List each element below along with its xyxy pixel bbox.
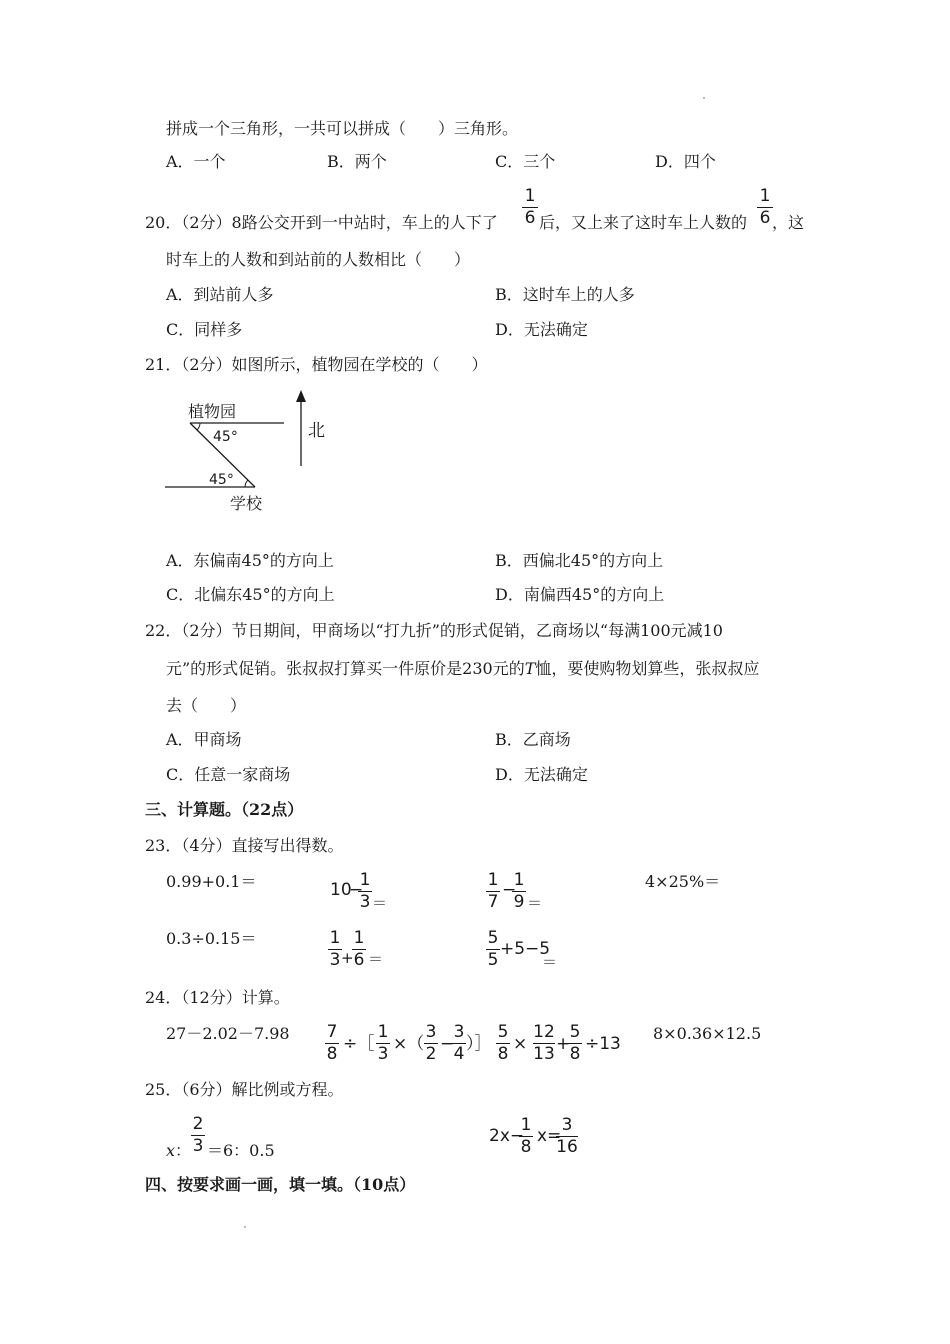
top-angle-label: 45°: [213, 429, 238, 445]
bottom-angle-label: 45°: [209, 472, 234, 488]
q20-stem-part1: 20．（2分）8路公交开到一中站时，车上的人下了: [145, 213, 498, 232]
q25-equation-fraction-2: 3 16: [556, 1115, 578, 1157]
q25-proportion-fraction: 2 3: [192, 1114, 204, 1156]
north-label: 北: [308, 421, 325, 441]
q20-option-a: A．到站前人多: [166, 285, 274, 304]
q25-equation-fraction-1: 1 8: [520, 1115, 532, 1157]
q24-expr-3-fraction-2: 12 13: [533, 1022, 555, 1064]
q20-fraction-1: 1 6: [522, 188, 538, 227]
q23-expr-7-equals: ＝: [542, 953, 558, 971]
q20-stem-part2: 后，又上来了这时车上人数的: [539, 213, 748, 232]
q22-option-a: A．甲商场: [166, 730, 242, 749]
scan-speck: [244, 1226, 246, 1228]
q21-direction-figure: [160, 388, 340, 518]
section-3-heading: 三、计算题。（22点）: [145, 800, 304, 819]
q20-stem-line2: 时车上的人数和到站前的人数相比（ ）: [166, 250, 471, 269]
q23-expr-6-op: +: [341, 949, 354, 967]
q23-expr-2-equals: ＝: [372, 894, 388, 912]
q20-option-c: C．同样多: [166, 320, 243, 339]
q19-continuation: 拼成一个三角形，一共可以拼成（ ）三角形。: [166, 119, 519, 138]
bottom-angle-arc: [245, 480, 248, 487]
q22-stem-line2: 元”的形式促销。张叔叔打算买一件原价是230元的T恤，要使购物划算些，张叔叔应: [166, 659, 760, 678]
q23-expr-6-fraction-2: 1 6: [353, 928, 365, 970]
q23-expr-3-equals: ＝: [527, 894, 543, 912]
q23-expr-7-fraction: 5 5: [487, 928, 499, 970]
q23-expr-6-equals: ＝: [368, 950, 384, 968]
q24-expr-1: 27－2.02－7.98: [166, 1024, 290, 1043]
q23-expr-3-fraction-2: 1 9: [513, 870, 525, 912]
q24-expr-3-fraction-3: 5 8: [569, 1022, 581, 1064]
q25-stem: 25．（6分）解比例或方程。: [145, 1080, 344, 1099]
q23-expr-1: 0.99+0.1＝: [166, 872, 257, 891]
q22-option-d: D．无法确定: [495, 765, 588, 784]
q21-option-b: B．西偏北45°的方向上: [495, 551, 664, 570]
section-4-heading: 四、按要求画一画，填一填。（10点）: [145, 1175, 416, 1194]
q23-expr-7-rest: +5−5: [500, 939, 551, 959]
q23-expr-2-fraction: 1 3: [359, 870, 371, 912]
q21-stem: 21．（2分）如图所示，植物园在学校的（ ）: [145, 355, 488, 374]
q24-expr-3-divide: ÷13: [585, 1034, 621, 1054]
q24-expr-4: 8×0.36×12.5: [653, 1024, 762, 1043]
north-arrow-head: [296, 390, 306, 402]
school-label: 学校: [230, 494, 263, 513]
q24-expr-2-minus: −: [440, 1034, 455, 1054]
q23-expr-2-op: −: [349, 880, 364, 900]
q24-expr-2-fraction-1: 7 8: [326, 1022, 338, 1064]
q23-expr-6-fraction-1: 1 3: [329, 928, 341, 970]
q24-expr-2-multiply: ×（: [393, 1034, 425, 1054]
q21-option-d: D．南偏西45°的方向上: [495, 585, 665, 604]
q22-option-c: C．任意一家商场: [166, 765, 291, 784]
q24-expr-2-divide: ÷［: [343, 1034, 375, 1054]
q23-expr-5: 0.3÷0.15＝: [166, 929, 257, 948]
q21-option-a: A．东偏南45°的方向上: [166, 551, 334, 570]
q25-proportion: x：: [166, 1141, 192, 1160]
q20-fraction-2: 1 6: [757, 188, 773, 227]
q23-expr-2-int: 10: [330, 880, 352, 900]
q20-stem-part3: ，这: [772, 213, 805, 232]
q22-stem-line3: 去（ ）: [166, 696, 247, 715]
q19-option-d: D．四个: [655, 152, 716, 171]
q20-option-d: D．无法确定: [495, 320, 588, 339]
q24-expr-2-fraction-4: 3 4: [453, 1022, 465, 1064]
q19-option-b: B．两个: [327, 152, 387, 171]
q24-expr-3-fraction-1: 5 8: [497, 1022, 509, 1064]
q19-option-a: A．一个: [166, 152, 226, 171]
q23-expr-3-op: −: [502, 880, 517, 900]
q25-equation-part2: x=: [537, 1126, 562, 1146]
garden-label: 植物园: [188, 402, 237, 421]
q25-proportion-rest: ＝6：0.5: [207, 1141, 275, 1160]
q21-option-c: C．北偏东45°的方向上: [166, 585, 335, 604]
q22-stem-line1: 22．（2分）节日期间，甲商场以“打九折”的形式促销，乙商场以“每满100元减10: [145, 621, 723, 640]
q25-equation-part1: 2x−: [489, 1126, 525, 1146]
scan-speck: [703, 97, 705, 99]
top-angle-arc: [197, 423, 200, 430]
q24-expr-2-fraction-2: 1 3: [377, 1022, 389, 1064]
q22-option-b: B．乙商场: [495, 730, 571, 749]
q23-stem: 23．（4分）直接写出得数。: [145, 836, 344, 855]
q23-expr-4: 4×25%＝: [645, 872, 721, 891]
q24-stem: 24．（12分）计算。: [145, 988, 290, 1007]
q24-expr-2-close: ）］: [466, 1034, 492, 1054]
q20-option-b: B．这时车上的人多: [495, 285, 635, 304]
q24-expr-3-multiply: ×: [513, 1034, 528, 1054]
q24-expr-3-plus: +: [556, 1034, 571, 1054]
q23-expr-3-fraction-1: 1 7: [487, 870, 499, 912]
q24-expr-2-fraction-3: 3 2: [425, 1022, 437, 1064]
q19-option-c: C．三个: [495, 152, 556, 171]
